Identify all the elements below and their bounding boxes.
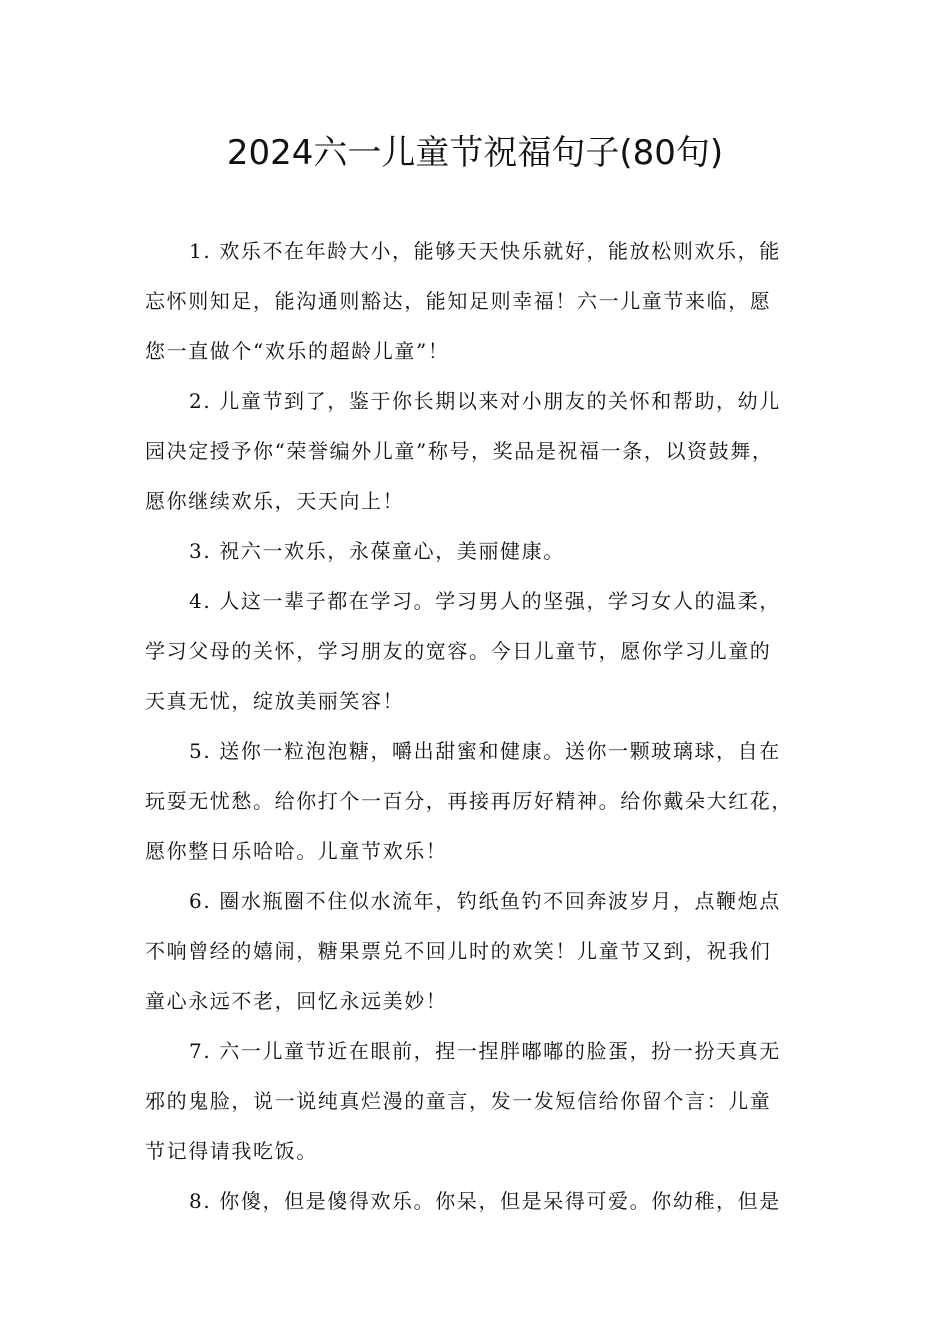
paragraph-line: 6. 圈水瓶圈不住似水流年，钓纸鱼钓不回奔波岁月，点鞭炮点 — [189, 889, 781, 913]
paragraph-5 — [145, 726, 810, 876]
paragraph-line: 愿你继续欢乐，天天向上！ — [145, 489, 405, 513]
document-body — [145, 226, 810, 1226]
paragraph-line: 3. 祝六一欢乐，永葆童心，美丽健康。 — [189, 539, 565, 563]
paragraph-line: 8. 你傻，但是傻得欢乐。你呆，但是呆得可爱。你幼稚，但是 — [189, 1189, 781, 1213]
paragraph-7 — [145, 1026, 810, 1176]
paragraph-line: 学习父母的关怀，学习朋友的宽容。今日儿童节，愿你学习儿童的 — [145, 639, 772, 663]
paragraph-line: 邪的鬼脸，说一说纯真烂漫的童言，发一发短信给你留个言：儿童 — [145, 1089, 772, 1113]
paragraph-line: 4. 人这一辈子都在学习。学习男人的坚强，学习女人的温柔， — [189, 589, 781, 613]
paragraph-4 — [145, 576, 810, 726]
paragraph-2 — [145, 376, 810, 526]
paragraph-line: 忘怀则知足，能沟通则豁达，能知足则幸福！六一儿童节来临，愿 — [145, 289, 772, 313]
paragraph-line: 愿你整日乐哈哈。儿童节欢乐！ — [145, 839, 448, 863]
paragraph-6 — [145, 876, 810, 1026]
paragraph-line: 童心永远不老，回忆永远美妙！ — [145, 989, 448, 1013]
paragraph-line: 您一直做个“欢乐的超龄儿童”！ — [145, 339, 450, 363]
paragraph-3 — [145, 526, 810, 576]
paragraph-1 — [145, 226, 810, 376]
paragraph-line: 天真无忧，绽放美丽笑容！ — [145, 689, 405, 713]
paragraph-line: 2. 儿童节到了，鉴于你长期以来对小朋友的关怀和帮助，幼儿 — [189, 389, 781, 413]
paragraph-line: 节记得请我吃饭。 — [145, 1139, 318, 1163]
paragraph-8 — [145, 1176, 810, 1226]
paragraph-line: 园决定授予你“荣誉编外儿童”称号，奖品是祝福一条，以资鼓舞， — [145, 439, 774, 463]
paragraph-line: 5. 送你一粒泡泡糖，嚼出甜蜜和健康。送你一颗玻璃球，自在 — [189, 739, 781, 763]
paragraph-line: 1. 欢乐不在年龄大小，能够天天快乐就好，能放松则欢乐，能 — [189, 239, 781, 263]
paragraph-line: 玩耍无忧愁。给你打个一百分，再接再厉好精神。给你戴朵大红花， — [145, 789, 793, 813]
document-title: 2024六一儿童节祝福句子(80句) — [226, 133, 724, 173]
paragraph-line: 不响曾经的嬉闹，糖果票兑不回儿时的欢笑！儿童节又到，祝我们 — [145, 939, 772, 963]
paragraph-line: 7. 六一儿童节近在眼前，捏一捏胖嘟嘟的脸蛋，扮一扮天真无 — [189, 1039, 781, 1063]
